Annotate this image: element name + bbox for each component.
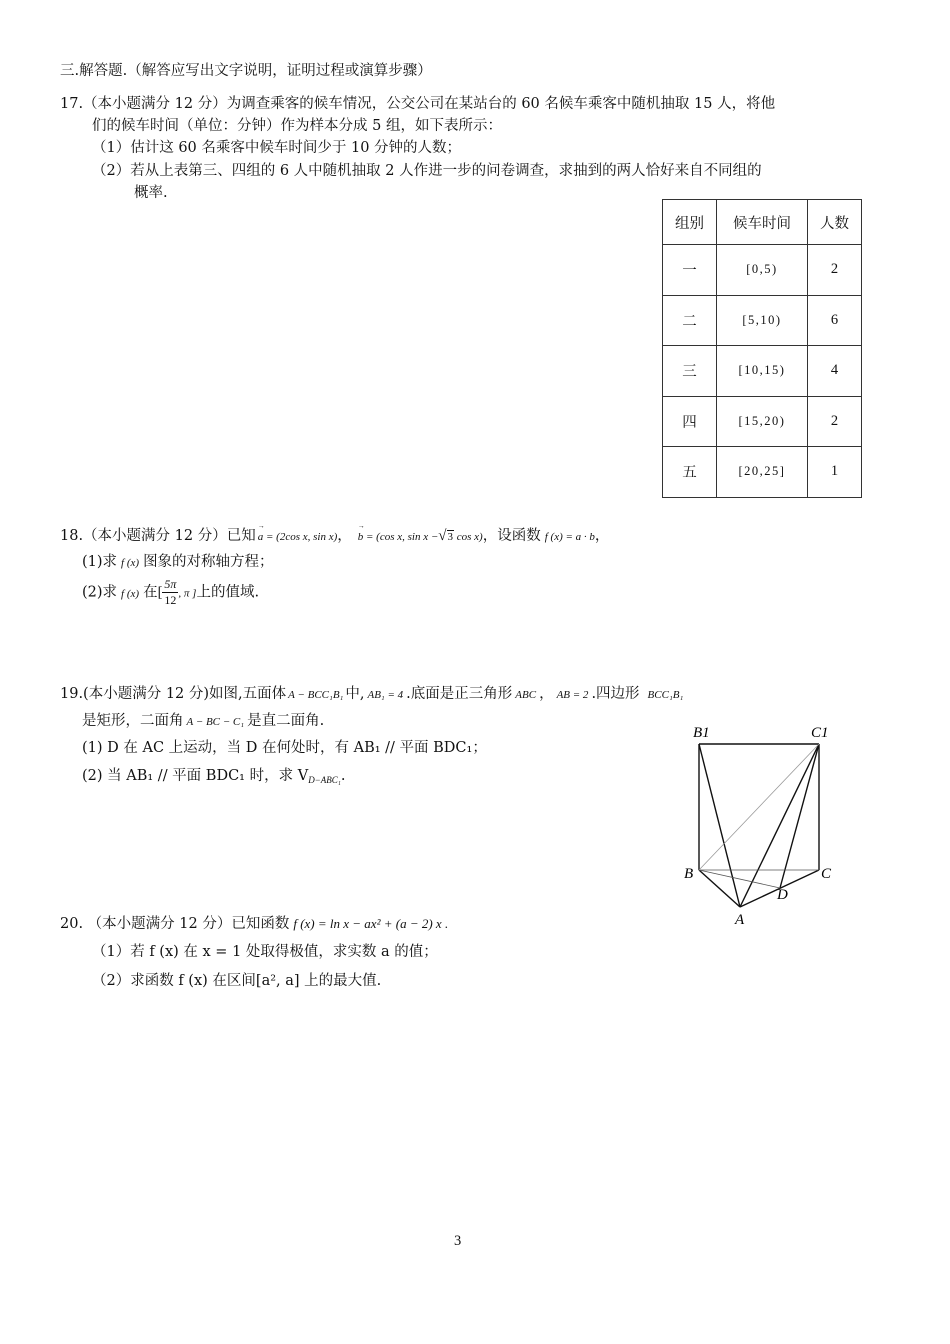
table-row xyxy=(663,447,862,498)
cell-count: 2 xyxy=(808,245,862,296)
q19-part2-end: . xyxy=(340,768,346,784)
q19-quad: BCC₁B₁ xyxy=(647,689,684,701)
q19-abc: ABC xyxy=(515,689,537,701)
edge-bd-hidden xyxy=(699,870,780,888)
header-group: 组别 xyxy=(663,200,717,245)
header-count: 人数 xyxy=(808,200,862,245)
q20-part1: （1）若 f (x) 在 x = 1 处取得极值，求实数 a 的值； xyxy=(92,944,438,960)
q20-part2: （2）求函数 f (x) 在区间[a², a] 上的最大值. xyxy=(92,973,382,989)
label-d: D xyxy=(777,887,788,903)
cell-count: 4 xyxy=(808,346,862,397)
cell-time: [15,20) xyxy=(717,396,808,447)
cell-count: 1 xyxy=(808,447,862,498)
q18-line1: 18.（本小题满分 12 分）已知→ a = (2cos x, sin x)，→ b = (cos x, sin x −√3 cos x)，设函数 f (x) = a · b， xyxy=(60,524,609,545)
q18-setfunc: ，设函数 xyxy=(482,528,541,544)
q19-line1-mid3: .四边形 xyxy=(591,686,640,702)
cell-time: [20,25] xyxy=(717,447,808,498)
q18-vec-b-left: → b = (cos x, sin x − xyxy=(358,531,439,543)
page-number: 3 xyxy=(454,1233,462,1249)
q19-line1-mid2: .底面是正三角形 xyxy=(406,686,513,702)
label-b: B xyxy=(684,866,694,882)
cell-count: 6 xyxy=(808,295,862,346)
q19-line1-pre: 19.(本小题满分 12 分)如图,五面体 xyxy=(60,686,287,702)
q19-line1-mid: 中, xyxy=(345,686,365,702)
q18-sqrt3: 3 xyxy=(447,531,454,543)
cell-group: 五 xyxy=(663,447,717,498)
q19-line2-pre: 是矩形，二面角 xyxy=(82,713,184,729)
edge-bc1-hidden xyxy=(699,744,819,870)
label-a: A xyxy=(735,912,745,928)
q18-part2-pre: (2)求 xyxy=(82,584,118,601)
q17-part1: （1）估计这 60 名乘客中候车时间少于 10 分钟的人数； xyxy=(92,140,462,156)
cell-time: [10,15) xyxy=(717,346,808,397)
q18-part2-post: 上的值域. xyxy=(196,584,260,601)
q19-solid: A − BCC₁B₁ xyxy=(288,689,344,701)
table-row xyxy=(663,295,862,346)
q18-part1 xyxy=(82,550,274,571)
cell-group: 四 xyxy=(663,396,717,447)
label-c1: C1 xyxy=(811,725,829,741)
q19-part2-text: (2) 当 AB₁ // 平面 BDC₁ 时，求 V xyxy=(82,768,309,784)
pentahedron-figure xyxy=(680,720,850,930)
frac-denominator: 12 xyxy=(164,593,177,607)
q18-prefix: 18.（本小题满分 12 分）已知 xyxy=(60,528,256,544)
q19-ab1: AB₁ = 4 xyxy=(367,689,404,701)
q18-part2-mid: 在 xyxy=(143,584,158,601)
q18-vec-a: → a = (2cos x, sin x) xyxy=(258,531,338,543)
q19-line2 xyxy=(82,709,324,730)
frac-numerator: 5π xyxy=(164,577,177,591)
label-c: C xyxy=(821,866,832,882)
edge-b1a xyxy=(699,744,740,907)
q19-line2-post: 是直二面角. xyxy=(247,713,325,729)
q19-line1: 19.(本小题满分 12 分)如图,五面体 A − BCC₁B₁ 中, AB₁ = 4 .底面是正三角形 ABC ， AB = 2 .四边形 BCC₁B₁ xyxy=(60,686,684,702)
cell-time: [0,5) xyxy=(717,245,808,296)
q18-vec-b-right: cos x) xyxy=(454,531,483,543)
cell-group: 一 xyxy=(663,245,717,296)
q17-part2b: 概率. xyxy=(134,185,168,201)
header-time: 候车时间 xyxy=(717,200,808,245)
q18-interval-tail: , π ] xyxy=(178,587,197,600)
q18-part1-post: 图象的对称轴方程； xyxy=(143,554,274,570)
q19-ab: AB = 2 xyxy=(556,689,589,701)
q20-func: f (x) = ln x − ax² + (a − 2) x . xyxy=(293,916,449,931)
edge-ba xyxy=(699,870,740,907)
q18-part2-fx: f (x) xyxy=(121,587,140,600)
section-header: 三.解答题.（解答应写出文字说明，证明过程或演算步骤） xyxy=(60,63,432,79)
cell-count: 2 xyxy=(808,396,862,447)
q17-part2a: （2）若从上表第三、四组的 6 人中随机抽取 2 人作进一步的问卷调查，求抽到的两人恰好来自不同组的 xyxy=(92,163,762,179)
cell-group: 二 xyxy=(663,295,717,346)
table-row xyxy=(663,396,862,447)
q19-dihedral: A − BC − C₁ xyxy=(186,716,245,728)
q18-part2: (2)求 f (x) 在[ $\frac{5\pi}{12}$ , π ]上的值域. xyxy=(82,577,260,607)
table-header-row xyxy=(663,200,862,245)
label-b1: B1 xyxy=(693,725,710,741)
cell-group: 三 xyxy=(663,346,717,397)
q18-fx-def: f (x) = a · b xyxy=(544,531,595,543)
q20-line1 xyxy=(60,912,448,933)
q19-part1: (1) D 在 AC 上运动，当 D 在何处时，有 AB₁ // 平面 BDC₁； xyxy=(82,740,487,756)
q17-line2: 们的候车时间（单位：分钟）作为样本分成 5 组，如下表所示： xyxy=(92,118,502,134)
table-row xyxy=(663,245,862,296)
table-row xyxy=(663,346,862,397)
q18-part1-fx: f (x) xyxy=(121,557,140,569)
q20-line1-pre: 20. （本小题满分 12 分）已知函数 xyxy=(60,916,290,932)
cell-time: [5,10) xyxy=(717,295,808,346)
q19-part2-sub: D−ABC₁ xyxy=(308,775,341,785)
edge-c1d xyxy=(780,744,819,888)
q18-fraction xyxy=(162,577,178,608)
edge-c1a xyxy=(740,744,819,907)
q18-part1-pre: (1)求 xyxy=(82,554,118,570)
waiting-time-table xyxy=(662,199,862,498)
q17-line1: 17.（本小题满分 12 分）为调查乘客的候车情况，公交公司在某站台的 60 名候车乘客中随机抽取 15 人，将他 xyxy=(60,96,776,112)
q19-part2 xyxy=(82,764,346,785)
